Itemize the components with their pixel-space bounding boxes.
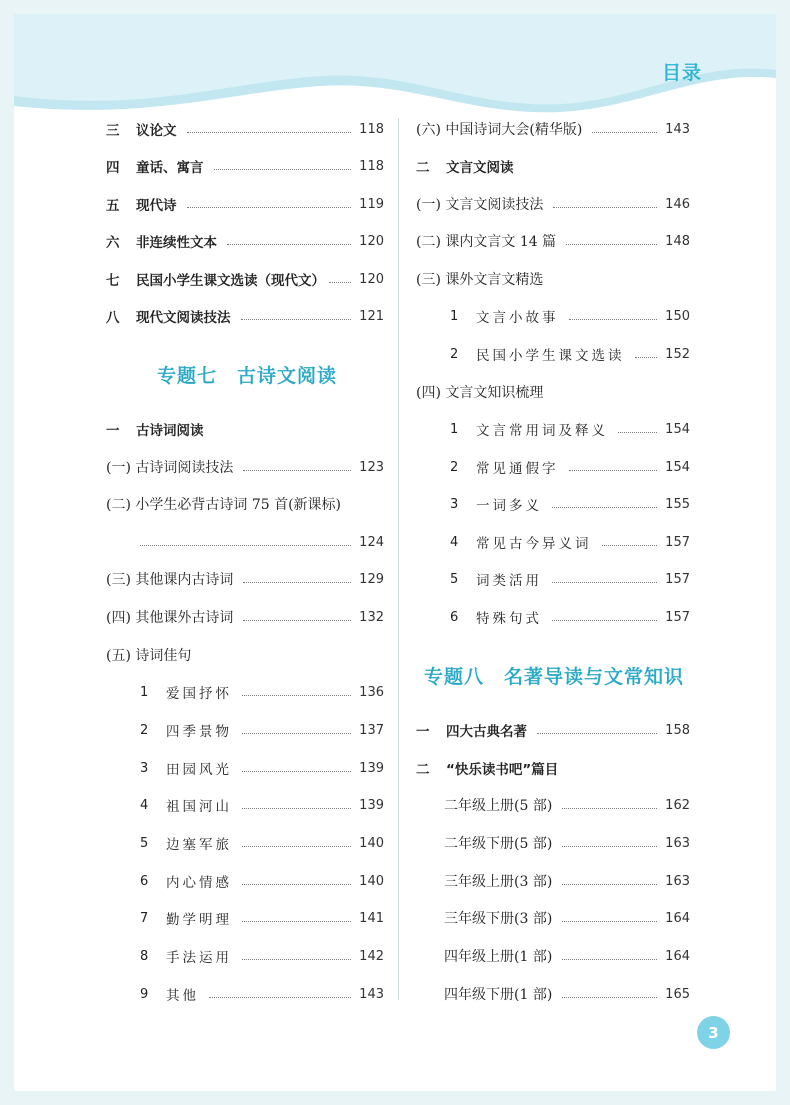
entry-label: (五) 诗词佳句 — [106, 648, 192, 664]
entry-label: 文言常用词及释义 — [476, 423, 608, 439]
dot-leader — [552, 507, 657, 508]
toc-subheading[interactable] — [416, 756, 690, 780]
toc-subentry[interactable] — [444, 906, 690, 930]
dot-leader — [242, 808, 351, 809]
entry-label: (四) 其他课外古诗词 — [106, 610, 234, 626]
entry-label: 勤学明理 — [166, 912, 232, 928]
entry-number: 9 — [140, 986, 149, 1002]
entry-number: 7 — [140, 910, 149, 926]
dot-leader — [562, 921, 657, 922]
entry-number: 五 — [106, 198, 120, 214]
dot-leader — [552, 582, 657, 583]
entry-number: 4 — [450, 534, 459, 550]
toc-subentry[interactable] — [140, 756, 384, 780]
entry-label: 词类活用 — [476, 573, 542, 589]
entry-page: 150 — [665, 308, 690, 324]
toc-subentry[interactable] — [450, 605, 690, 629]
entry-number: 6 — [140, 873, 149, 889]
entry-number: 1 — [450, 421, 459, 437]
section-heading: 专题八 名著导读与文常知识 — [424, 666, 685, 688]
dot-leader — [562, 808, 657, 809]
entry-number: 4 — [140, 797, 149, 813]
entry-page: 118 — [359, 158, 384, 174]
toc-subentry[interactable] — [444, 831, 690, 855]
toc-subentry[interactable] — [450, 492, 690, 516]
entry-label: 现代诗 — [136, 198, 177, 214]
dot-leader — [562, 997, 657, 998]
entry-label: 文言文阅读 — [446, 160, 514, 176]
toc-subheading[interactable] — [416, 154, 690, 178]
entry-number: 5 — [450, 571, 459, 587]
dot-leader — [243, 582, 351, 583]
dot-leader — [242, 884, 351, 885]
dot-leader — [552, 620, 657, 621]
dot-leader — [566, 244, 657, 245]
entry-page: 164 — [665, 948, 690, 964]
dot-leader — [227, 244, 351, 245]
entry-label: 民国小学生课文选读（现代文） — [136, 273, 325, 289]
dot-leader — [635, 357, 658, 358]
entry-label: (二) 课内文言文 14 篇 — [416, 234, 557, 250]
toc-entry[interactable] — [106, 304, 384, 328]
entry-number: 一 — [416, 724, 430, 740]
entry-label: 四大古典名著 — [446, 724, 527, 740]
dot-leader — [242, 921, 351, 922]
toc-subentry[interactable] — [140, 680, 384, 704]
entry-number: 2 — [450, 346, 459, 362]
dot-leader — [562, 846, 657, 847]
entry-label: 常见古今异义词 — [476, 536, 592, 552]
entry-page: 118 — [359, 121, 384, 137]
dot-leader — [553, 207, 657, 208]
entry-page: 154 — [665, 421, 690, 437]
entry-label: 手法运用 — [166, 950, 232, 966]
toc-entry[interactable] — [106, 154, 384, 178]
dot-leader — [602, 545, 658, 546]
toc-entry[interactable] — [416, 192, 690, 216]
entry-page: 165 — [665, 986, 690, 1002]
toc-subentry[interactable] — [450, 455, 690, 479]
toc-subentry[interactable] — [140, 831, 384, 855]
entry-page: 139 — [359, 760, 384, 776]
entry-page: 120 — [359, 233, 384, 249]
entry-page: 136 — [359, 684, 384, 700]
dot-leader — [214, 169, 352, 170]
toc-entry[interactable] — [106, 229, 384, 253]
entry-label: 特殊句式 — [476, 611, 542, 627]
entry-number: 3 — [450, 496, 459, 512]
entry-label: 三年级上册(3 部) — [444, 874, 553, 890]
toc-subentry[interactable] — [450, 304, 690, 328]
entry-page: 132 — [359, 609, 384, 625]
entry-page: 148 — [665, 233, 690, 249]
entry-label: 童话、寓言 — [136, 160, 204, 176]
entry-page: 157 — [665, 534, 690, 550]
dot-leader — [569, 470, 658, 471]
entry-label: 二年级上册(5 部) — [444, 798, 553, 814]
entry-number: 四 — [106, 160, 120, 176]
entry-label: 古诗词阅读 — [136, 423, 204, 439]
entry-label: 内心情感 — [166, 875, 232, 891]
dot-leader — [187, 132, 352, 133]
entry-page: 119 — [359, 196, 384, 212]
entry-label: “快乐读书吧”篇目 — [446, 762, 559, 778]
page-number-badge: 3 — [697, 1016, 730, 1049]
entry-page: 155 — [665, 496, 690, 512]
entry-page: 157 — [665, 571, 690, 587]
entry-label: 四年级下册(1 部) — [444, 987, 553, 1003]
entry-page: 140 — [359, 873, 384, 889]
toc-entry[interactable] — [416, 117, 690, 141]
entry-label: 现代文阅读技法 — [136, 310, 231, 326]
entry-page: 129 — [359, 571, 384, 587]
dot-leader — [569, 319, 658, 320]
section-heading: 专题七 古诗文阅读 — [157, 365, 338, 387]
entry-page: 123 — [359, 459, 384, 475]
dot-leader — [242, 959, 351, 960]
entry-label: 民国小学生课文选读 — [476, 348, 625, 364]
dot-leader — [562, 884, 657, 885]
dot-leader — [537, 733, 657, 734]
entry-number: 5 — [140, 835, 149, 851]
entry-label: (四) 文言文知识梳理 — [416, 385, 544, 401]
toc-subentry[interactable] — [140, 906, 384, 930]
entry-page: 152 — [665, 346, 690, 362]
dot-leader — [242, 695, 351, 696]
entry-label: 常见通假字 — [476, 461, 559, 477]
toc-entry[interactable] — [106, 643, 384, 667]
toc-subentry[interactable] — [450, 530, 690, 554]
entry-number: 六 — [106, 235, 120, 251]
entry-label: (一) 文言文阅读技法 — [416, 197, 544, 213]
entry-page: 143 — [359, 986, 384, 1002]
entry-page: 137 — [359, 722, 384, 738]
dot-leader — [562, 959, 657, 960]
toc-subentry[interactable] — [140, 718, 384, 742]
entry-number: 八 — [106, 310, 120, 326]
entry-page: 140 — [359, 835, 384, 851]
entry-label: 三年级下册(3 部) — [444, 911, 553, 927]
entry-label: 祖国河山 — [166, 799, 232, 815]
entry-page: 124 — [359, 534, 384, 550]
entry-label: (三) 课外文言文精选 — [416, 272, 544, 288]
toc-entry[interactable] — [106, 455, 384, 479]
entry-label: (六) 中国诗词大会(精华版) — [416, 122, 583, 138]
dot-leader — [242, 733, 351, 734]
entry-number: 三 — [106, 123, 120, 139]
entry-number: 2 — [140, 722, 149, 738]
toc-entry[interactable] — [416, 267, 690, 291]
entry-label: 议论文 — [136, 123, 177, 139]
dot-leader — [209, 997, 351, 998]
toc-entry[interactable] — [416, 380, 690, 404]
dot-leader — [243, 620, 351, 621]
entry-page: 164 — [665, 910, 690, 926]
entry-label: 一词多义 — [476, 498, 542, 514]
toc-entry[interactable] — [106, 567, 384, 591]
entry-number: 2 — [450, 459, 459, 475]
entry-page: 139 — [359, 797, 384, 813]
entry-label: 其他 — [166, 988, 199, 1004]
entry-page: 157 — [665, 609, 690, 625]
toc-subentry[interactable] — [444, 793, 690, 817]
toc-entry[interactable] — [106, 605, 384, 629]
entry-label: 四季景物 — [166, 724, 232, 740]
entry-page: 120 — [359, 271, 384, 287]
toc-entry-continued[interactable] — [140, 530, 384, 554]
entry-number: 8 — [140, 948, 149, 964]
entry-page: 162 — [665, 797, 690, 813]
entry-page: 146 — [665, 196, 690, 212]
toc-subentry[interactable] — [444, 944, 690, 968]
entry-page: 163 — [665, 873, 690, 889]
dot-leader — [329, 282, 351, 283]
entry-page: 141 — [359, 910, 384, 926]
toc-entry[interactable] — [106, 117, 384, 141]
entry-label: 四年级上册(1 部) — [444, 949, 553, 965]
entry-label: 边塞军旅 — [166, 837, 232, 853]
toc-subentry[interactable] — [140, 793, 384, 817]
dot-leader — [187, 207, 352, 208]
entry-label: (三) 其他课内古诗词 — [106, 572, 234, 588]
entry-page: 154 — [665, 459, 690, 475]
entry-page: 143 — [665, 121, 690, 137]
entry-label: (二) 小学生必背古诗词 75 首(新课标) — [106, 497, 342, 513]
toc-subentry[interactable] — [444, 869, 690, 893]
entry-label: 爱国抒怀 — [166, 686, 232, 702]
entry-number: 二 — [416, 160, 430, 176]
entry-number: 二 — [416, 762, 430, 778]
entry-number: 一 — [106, 423, 120, 439]
column-divider — [398, 118, 399, 1000]
entry-label: (一) 古诗词阅读技法 — [106, 460, 234, 476]
entry-page: 121 — [359, 308, 384, 324]
entry-number: 1 — [140, 684, 149, 700]
entry-number: 6 — [450, 609, 459, 625]
toc-title: 目录 — [661, 62, 702, 84]
dot-leader — [242, 771, 351, 772]
dot-leader — [241, 319, 352, 320]
entry-page: 163 — [665, 835, 690, 851]
dot-leader — [140, 545, 351, 546]
toc-subentry[interactable] — [140, 869, 384, 893]
entry-page: 158 — [665, 722, 690, 738]
toc-subheading[interactable] — [106, 417, 384, 441]
entry-label: 二年级下册(5 部) — [444, 836, 553, 852]
entry-number: 七 — [106, 273, 120, 289]
toc-subentry[interactable] — [450, 417, 690, 441]
dot-leader — [592, 132, 657, 133]
entry-number: 1 — [450, 308, 459, 324]
toc-entry[interactable] — [416, 718, 690, 742]
entry-label: 非连续性文本 — [136, 235, 217, 251]
toc-subentry[interactable] — [444, 982, 690, 1006]
entry-page: 142 — [359, 948, 384, 964]
entry-label: 文言小故事 — [476, 310, 559, 326]
toc-entry[interactable] — [106, 267, 384, 291]
toc-entry[interactable] — [106, 492, 384, 516]
toc-subentry[interactable] — [140, 944, 384, 968]
dot-leader — [618, 432, 657, 433]
toc-entry[interactable] — [106, 192, 384, 216]
toc-subentry[interactable] — [450, 567, 690, 591]
toc-subentry[interactable] — [140, 982, 384, 1006]
entry-number: 3 — [140, 760, 149, 776]
entry-label: 田园风光 — [166, 762, 232, 778]
toc-entry[interactable] — [416, 229, 690, 253]
toc-subentry[interactable] — [450, 342, 690, 366]
dot-leader — [242, 846, 351, 847]
dot-leader — [243, 470, 351, 471]
